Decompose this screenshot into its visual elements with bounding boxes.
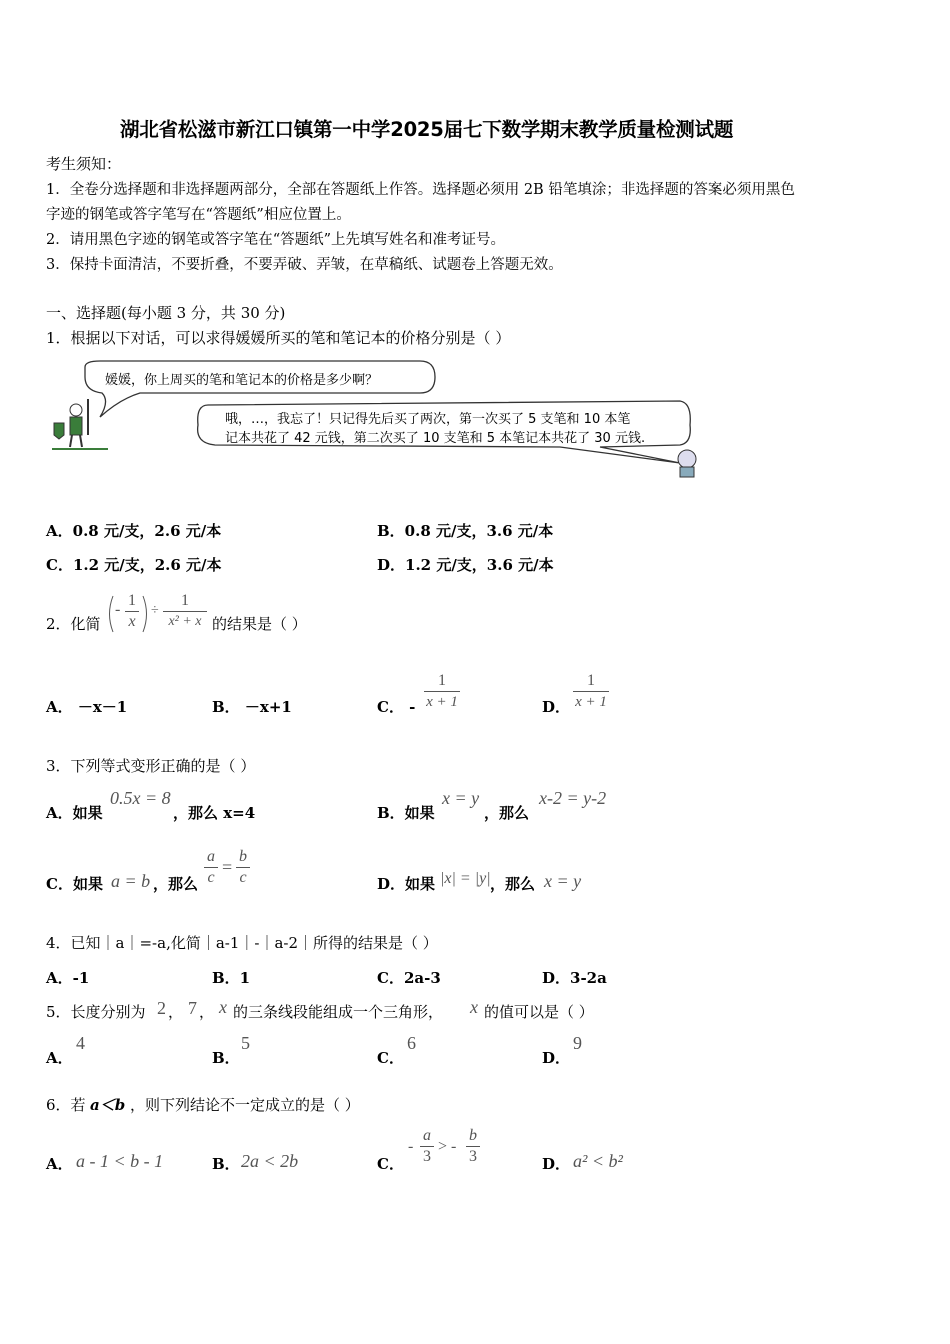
- q3-c-math-1: a = b: [111, 871, 151, 891]
- q3-c-frac-1: [204, 848, 218, 887]
- q1-option-b[interactable]: B．0.8 元/支，3.6 元/本: [377, 522, 554, 540]
- q5-x-1: x: [219, 997, 227, 1017]
- q5-option-b[interactable]: B．: [212, 1049, 240, 1067]
- q5-option-c[interactable]: C．: [377, 1049, 404, 1067]
- q2-stem-pre: 2．化简: [46, 615, 101, 633]
- q6-c-frac-2: [466, 1127, 480, 1166]
- q3-option-c[interactable]: C．如果: [46, 875, 103, 893]
- q3-d-math-2: x = y: [544, 871, 582, 891]
- q6-c-b: b: [469, 1127, 477, 1144]
- q3-a-post: ，那么 x=4: [173, 804, 256, 822]
- q3-option-a[interactable]: A．如果: [46, 804, 103, 822]
- q6-c-gt: > -: [438, 1138, 457, 1155]
- q5-b-value: 5: [241, 1033, 250, 1053]
- q2-expr-den: x: [128, 613, 136, 630]
- q2-expr-divide: ÷: [151, 603, 159, 618]
- q6-b-math: 2a < 2b: [241, 1151, 299, 1171]
- q6-stem-pre: 6．若: [46, 1096, 86, 1114]
- q5-c-value: 6: [407, 1033, 416, 1053]
- q6-c-3b: 3: [469, 1148, 477, 1165]
- q1-option-a[interactable]: A．0.8 元/支，2.6 元/本: [46, 522, 222, 540]
- q2-expr-num: 1: [128, 592, 136, 609]
- q3-c-c2: c: [239, 869, 247, 886]
- q3-c-a: a: [207, 848, 215, 865]
- q2-c-den: x + 1: [426, 694, 458, 710]
- q3-c-mid: ，那么: [153, 875, 199, 893]
- q5-d-value: 9: [573, 1033, 582, 1053]
- q6-d-math: a² < b²: [573, 1151, 623, 1171]
- q2-expression-paren-left: [105, 594, 115, 634]
- q3-c-b: b: [239, 848, 247, 865]
- q3-c-equals: =: [222, 857, 233, 877]
- notice-line-1b: 字迹的钢笔或答字笔写在“答题纸”相应位置上。: [46, 207, 351, 223]
- q6-option-c[interactable]: C．: [377, 1155, 404, 1173]
- student-figure-left-icon: [52, 399, 108, 449]
- q2-option-b[interactable]: B． －x+1: [212, 698, 292, 716]
- q4-option-a[interactable]: A．-1: [46, 969, 90, 987]
- q6-condition: a＜b: [90, 1096, 126, 1114]
- bubble-2-text-b: 记本共花了 42 元钱，第二次买了 10 支笔和 5 本笔记本共花了 30 元钱.: [225, 431, 646, 446]
- q3-stem: 3．下列等式变形正确的是（ ）: [46, 757, 256, 775]
- q6-c-minus: -: [408, 1138, 414, 1155]
- q2-expr-den-2: x² + x: [168, 614, 202, 629]
- q2-option-a[interactable]: A． －x－1: [46, 698, 128, 716]
- bubble-1-text: 媛媛，你上周买的笔和笔记本的价格是多少啊？: [105, 373, 379, 388]
- q5-num-2: 2: [157, 998, 166, 1018]
- q2-option-d-fraction: [573, 672, 609, 711]
- q3-option-b[interactable]: B．如果: [377, 804, 435, 822]
- q2-d-den: x + 1: [575, 694, 607, 710]
- q3-c-frac-2: [236, 848, 250, 887]
- q2-expr-frac-1-x: [125, 592, 139, 631]
- q5-option-d[interactable]: D．: [542, 1049, 571, 1067]
- q2-option-c[interactable]: C． -: [377, 698, 416, 716]
- q2-expression-paren-right: [141, 594, 151, 634]
- q3-option-d[interactable]: D．如果: [377, 875, 436, 893]
- q5-comma-1: ，: [168, 1003, 184, 1021]
- q4-option-c[interactable]: C．2a-3: [377, 969, 441, 987]
- q4-option-b[interactable]: B．1: [212, 969, 251, 987]
- notice-line-3: 3．保持卡面清洁，不要折叠，不要弄破、弄皱，在草稿纸、试题卷上答题无效。: [46, 257, 563, 273]
- q2-option-d[interactable]: D．: [542, 698, 571, 716]
- q6-a-math: a - 1 < b - 1: [76, 1151, 164, 1171]
- q2-expr-num-2: 1: [181, 592, 189, 609]
- q2-stem-post: 的结果是（ ）: [212, 615, 307, 633]
- q2-option-c-fraction: [424, 672, 460, 711]
- section-heading: 一、选择题(每小题 3 分，共 30 分): [46, 304, 286, 322]
- q5-x-2: x: [470, 997, 478, 1017]
- q4-option-d[interactable]: D．3-2a: [542, 969, 607, 987]
- q5-num-7: 7: [188, 998, 197, 1018]
- q3-b-mid: ，那么: [484, 804, 530, 822]
- q3-d-math-1: |x| = |y|: [440, 870, 491, 887]
- q3-b-math-2: x-2 = y-2: [539, 788, 607, 808]
- q3-d-mid: ，那么: [490, 875, 536, 893]
- q6-c-a: a: [423, 1127, 431, 1144]
- q1-option-c[interactable]: C．1.2 元/支，2.6 元/本: [46, 556, 222, 574]
- q6-c-3: 3: [423, 1148, 431, 1165]
- q2-expr-frac-2: [163, 592, 207, 631]
- q1-option-d[interactable]: D．1.2 元/支，3.6 元/本: [377, 556, 554, 574]
- q2-expr-minus: -: [115, 601, 121, 618]
- q6-option-a[interactable]: A．: [46, 1155, 73, 1173]
- q2-d-num: 1: [587, 672, 595, 689]
- q6-option-b[interactable]: B．: [212, 1155, 240, 1173]
- q5-stem-3: 的值可以是（ ）: [484, 1003, 594, 1021]
- notice-line-1a: 1．全卷分选择题和非选择题两部分，全部在答题纸上作答。选择题必须用 2B 铅笔填涂；非选择题的答案必须用黑色: [46, 182, 795, 198]
- q6-option-d[interactable]: D．: [542, 1155, 571, 1173]
- notice-heading: 考生须知：: [46, 155, 122, 173]
- q6-c-frac-1: [420, 1127, 434, 1166]
- student-figure-right-icon: [678, 450, 696, 477]
- bubble-2-text-a: 哦，…，我忘了！只记得先后买了两次，第一次买了 5 支笔和 10 本笔: [225, 412, 631, 427]
- q5-a-value: 4: [76, 1033, 85, 1053]
- q6-stem-post: ，则下列结论不一定成立的是（ ）: [130, 1096, 360, 1114]
- page-title: 湖北省松滋市新江口镇第一中学2025届七下数学期末教学质量检测试题: [120, 118, 734, 141]
- q2-c-num: 1: [438, 672, 446, 689]
- q5-option-a[interactable]: A．: [46, 1049, 73, 1067]
- q5-stem-2: 的三条线段能组成一个三角形，: [233, 1003, 444, 1021]
- q3-b-math-1: x = y: [442, 788, 480, 808]
- notice-line-2: 2．请用黑色字迹的钢笔或答字笔在“答题纸”上先填写姓名和准考证号。: [46, 232, 506, 248]
- q4-stem: 4．已知｜a｜=-a,化简｜a-1｜-｜a-2｜所得的结果是（ ）: [46, 934, 438, 952]
- q5-stem-1: 5．长度分别为: [46, 1003, 146, 1021]
- q3-a-math: 0.5x = 8: [110, 788, 171, 808]
- q1-stem: 1．根据以下对话，可以求得媛媛所买的笔和笔记本的价格分别是（ ）: [46, 329, 511, 347]
- q3-c-c: c: [207, 869, 215, 886]
- q5-comma-2: ，: [199, 1003, 215, 1021]
